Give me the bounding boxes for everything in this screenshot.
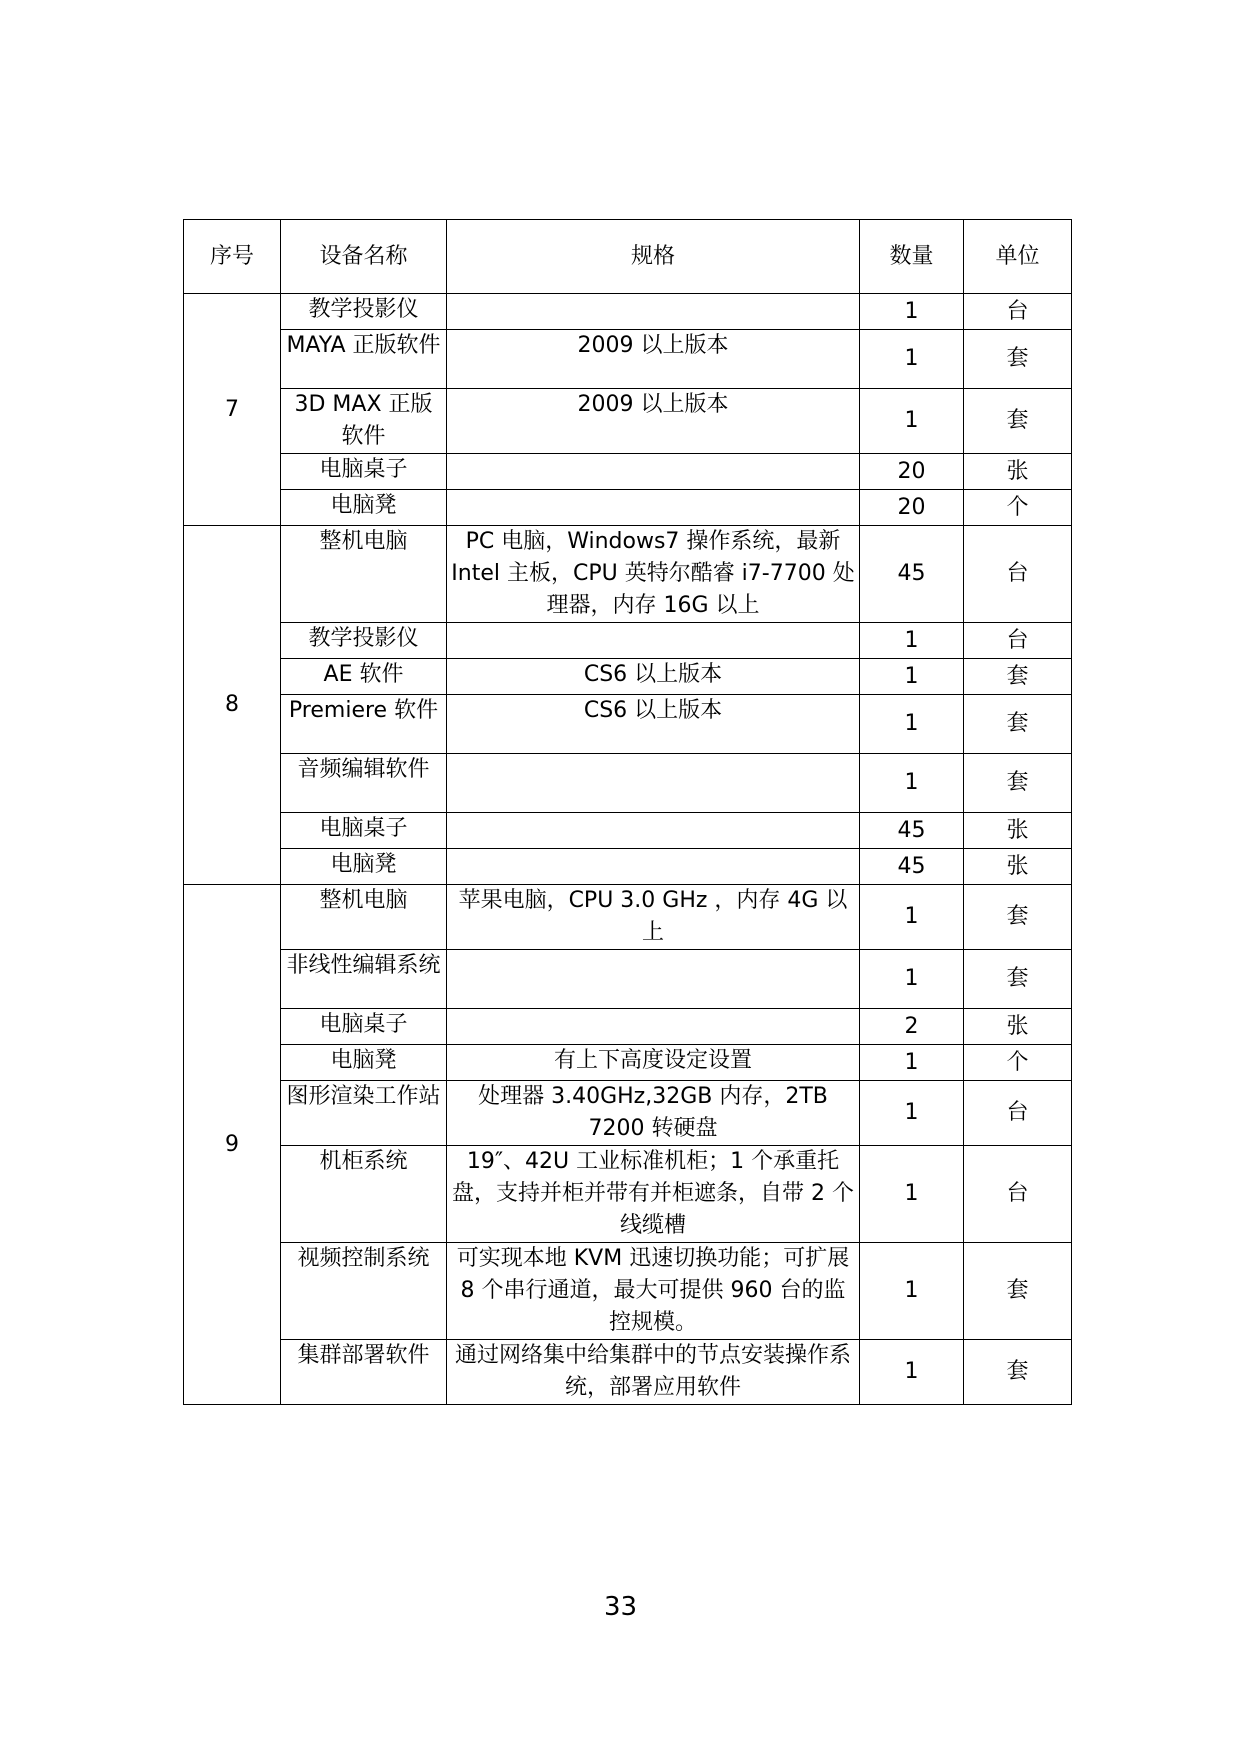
header-name: 设备名称 — [281, 220, 447, 294]
name-cell: 电脑凳 — [281, 849, 447, 885]
name-cell: 音频编辑软件 — [281, 754, 447, 813]
qty-cell: 1 — [860, 885, 964, 950]
qty-cell: 1 — [860, 695, 964, 754]
table-row — [184, 330, 1072, 389]
name-cell: 机柜系统 — [281, 1146, 447, 1243]
page-number: 33 — [603, 1592, 638, 1622]
qty-cell: 1 — [860, 1243, 964, 1340]
qty-cell: 45 — [860, 813, 964, 849]
unit-cell: 张 — [964, 849, 1072, 885]
qty-cell: 20 — [860, 454, 964, 490]
unit-cell: 张 — [964, 454, 1072, 490]
group-index-cell: 7 — [184, 294, 281, 526]
qty-cell: 1 — [860, 389, 964, 454]
table-row — [184, 1081, 1072, 1146]
table-row — [184, 1146, 1072, 1243]
header-qty: 数量 — [860, 220, 964, 294]
qty-cell: 1 — [860, 623, 964, 659]
table-row — [184, 849, 1072, 885]
name-cell: 整机电脑 — [281, 885, 447, 950]
unit-cell: 张 — [964, 1009, 1072, 1045]
spec-cell — [447, 849, 860, 885]
name-cell: AE 软件 — [281, 659, 447, 695]
name-cell: 整机电脑 — [281, 526, 447, 623]
qty-cell: 1 — [860, 659, 964, 695]
unit-cell: 套 — [964, 695, 1072, 754]
unit-cell: 台 — [964, 1081, 1072, 1146]
table-row — [184, 950, 1072, 1009]
table-row — [184, 490, 1072, 526]
unit-cell: 套 — [964, 659, 1072, 695]
table-row — [184, 389, 1072, 454]
table-row — [184, 813, 1072, 849]
header-unit: 单位 — [964, 220, 1072, 294]
unit-cell: 套 — [964, 754, 1072, 813]
qty-cell: 2 — [860, 1009, 964, 1045]
spec-cell: 苹果电脑，CPU 3.0 GHz ，内存 4G 以上 — [447, 885, 860, 950]
group-index-cell: 9 — [184, 885, 281, 1405]
unit-cell: 台 — [964, 1146, 1072, 1243]
unit-cell: 套 — [964, 1243, 1072, 1340]
unit-cell: 台 — [964, 623, 1072, 659]
spec-cell — [447, 294, 860, 330]
name-cell: 3D MAX 正版软件 — [281, 389, 447, 454]
group-index-cell: 8 — [184, 526, 281, 885]
table-row — [184, 294, 1072, 330]
name-cell: 集群部署软件 — [281, 1340, 447, 1405]
spec-cell: 2009 以上版本 — [447, 330, 860, 389]
name-cell: Premiere 软件 — [281, 695, 447, 754]
spec-cell: 可实现本地 KVM 迅速切换功能；可扩展 8 个串行通道，最大可提供 960 台的监控规模。 — [447, 1243, 860, 1340]
qty-cell: 1 — [860, 1146, 964, 1243]
spec-cell — [447, 1009, 860, 1045]
unit-cell: 套 — [964, 1340, 1072, 1405]
equipment-table — [183, 219, 1072, 1405]
spec-cell — [447, 490, 860, 526]
unit-cell: 台 — [964, 526, 1072, 623]
qty-cell: 20 — [860, 490, 964, 526]
name-cell: 教学投影仪 — [281, 623, 447, 659]
qty-cell: 1 — [860, 1340, 964, 1405]
unit-cell: 张 — [964, 813, 1072, 849]
table-body — [184, 294, 1072, 1405]
spec-cell: PC 电脑，Windows7 操作系统，最新 Intel 主板，CPU 英特尔酷睿 i7-7700 处理器，内存 16G 以上 — [447, 526, 860, 623]
spec-cell — [447, 754, 860, 813]
unit-cell: 套 — [964, 389, 1072, 454]
table-row — [184, 454, 1072, 490]
header-index: 序号 — [184, 220, 281, 294]
spec-cell: CS6 以上版本 — [447, 659, 860, 695]
table-row — [184, 659, 1072, 695]
name-cell: MAYA 正版软件 — [281, 330, 447, 389]
qty-cell: 45 — [860, 526, 964, 623]
name-cell: 电脑桌子 — [281, 454, 447, 490]
name-cell: 电脑桌子 — [281, 813, 447, 849]
header-spec: 规格 — [447, 220, 860, 294]
qty-cell: 1 — [860, 1045, 964, 1081]
table-row — [184, 1243, 1072, 1340]
name-cell: 电脑凳 — [281, 1045, 447, 1081]
spec-cell: 2009 以上版本 — [447, 389, 860, 454]
table-header-row — [184, 220, 1072, 294]
spec-cell — [447, 623, 860, 659]
table-row — [184, 1045, 1072, 1081]
spec-cell: 通过网络集中给集群中的节点安装操作系统，部署应用软件 — [447, 1340, 860, 1405]
name-cell: 图形渲染工作站 — [281, 1081, 447, 1146]
spec-cell — [447, 813, 860, 849]
table-row — [184, 695, 1072, 754]
unit-cell: 个 — [964, 490, 1072, 526]
table-row — [184, 754, 1072, 813]
name-cell: 教学投影仪 — [281, 294, 447, 330]
unit-cell: 个 — [964, 1045, 1072, 1081]
qty-cell: 1 — [860, 330, 964, 389]
spec-cell: 有上下高度设定设置 — [447, 1045, 860, 1081]
name-cell: 电脑桌子 — [281, 1009, 447, 1045]
table-row — [184, 526, 1072, 623]
spec-cell — [447, 454, 860, 490]
name-cell: 视频控制系统 — [281, 1243, 447, 1340]
table-row — [184, 885, 1072, 950]
table-row — [184, 623, 1072, 659]
qty-cell: 1 — [860, 1081, 964, 1146]
table-row — [184, 1340, 1072, 1405]
spec-cell: CS6 以上版本 — [447, 695, 860, 754]
name-cell: 电脑凳 — [281, 490, 447, 526]
unit-cell: 台 — [964, 294, 1072, 330]
table-row — [184, 1009, 1072, 1045]
unit-cell: 套 — [964, 885, 1072, 950]
unit-cell: 套 — [964, 330, 1072, 389]
qty-cell: 1 — [860, 294, 964, 330]
qty-cell: 1 — [860, 950, 964, 1009]
qty-cell: 1 — [860, 754, 964, 813]
name-cell: 非线性编辑系统 — [281, 950, 447, 1009]
spec-cell: 19″、42U 工业标准机柜；1 个承重托盘，支持并柜并带有并柜遮条，自带 2 个线缆槽 — [447, 1146, 860, 1243]
spec-cell — [447, 950, 860, 1009]
qty-cell: 45 — [860, 849, 964, 885]
spec-cell: 处理器 3.40GHz,32GB 内存，2TB 7200 转硬盘 — [447, 1081, 860, 1146]
unit-cell: 套 — [964, 950, 1072, 1009]
